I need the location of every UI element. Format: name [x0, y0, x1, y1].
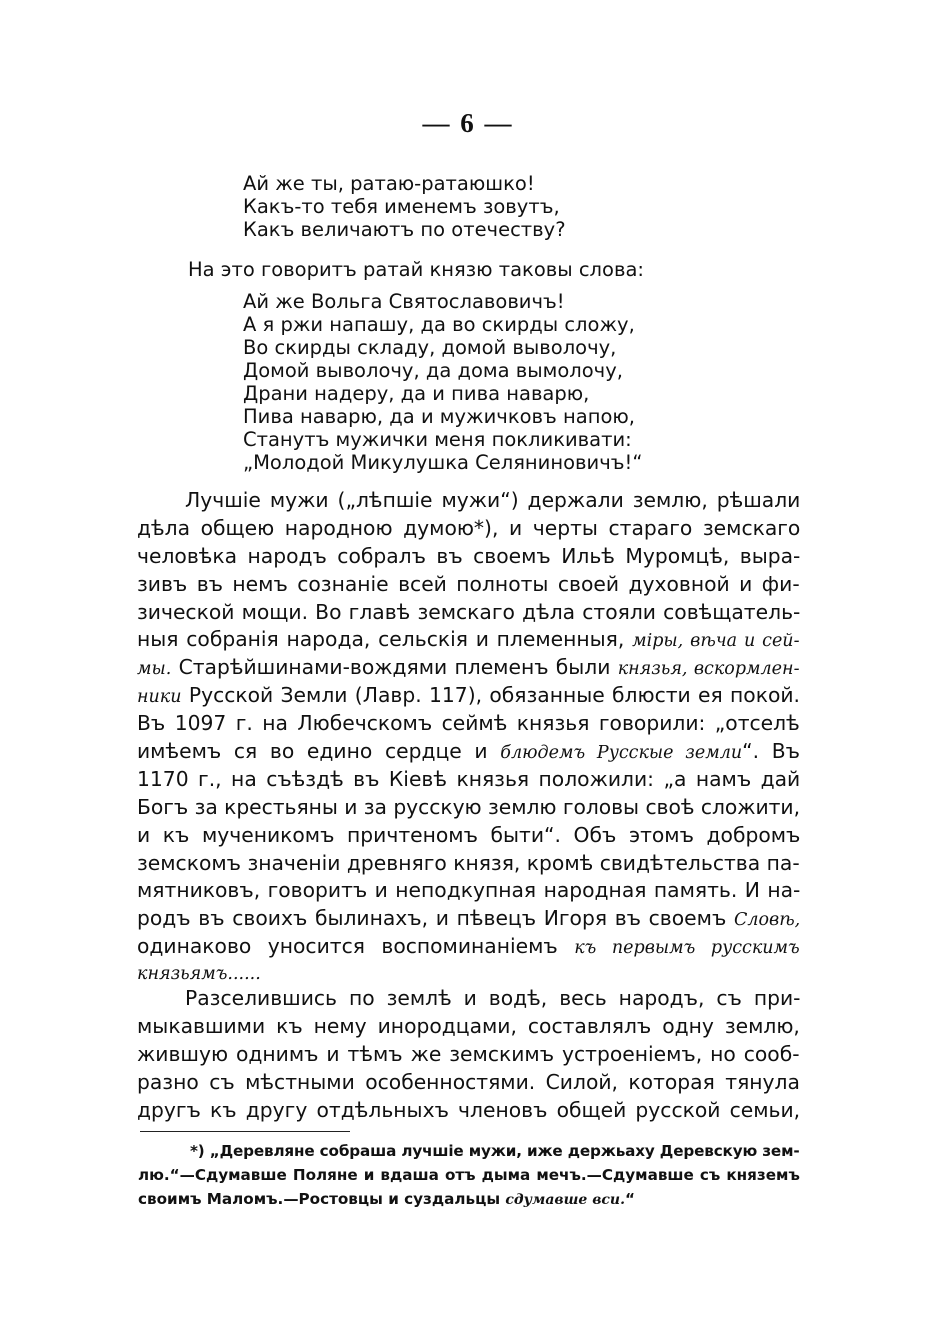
text-line [137, 738, 800, 766]
verse-line: „Молодой Микулушка Селяниновичъ!“ [243, 451, 643, 474]
verse-line: Домой выволочу, да дома вымолочу, [243, 359, 623, 382]
text-segment: родъ въ своихъ былинахъ, и пѣвецъ Игоря въ своемъ [137, 906, 727, 931]
footnote-line: лю.“—Сдумавше Поляне и вдаша отъ дыма мечъ.—Сдумавше съ княземъ [138, 1166, 800, 1184]
italic-segment: мы. [137, 659, 172, 680]
text-line: зической мощи. Во главѣ земскаго дѣла стояли совѣщатель- [137, 599, 801, 624]
text-segment: “ [624, 1190, 635, 1208]
italic-segment: къ первымъ русскимъ [574, 938, 800, 959]
verse-line: Драни надеру, да и пива наварю, [243, 382, 590, 405]
text-segment: Русской Земли (Лавр. 117), обязанные блюсти ея покой. [188, 683, 801, 708]
verse-stanza-1 [243, 172, 566, 241]
verse-line: Какъ величаютъ по отечеству? [243, 218, 566, 241]
text-segment: одинаково уносится воспоминаніемъ [137, 934, 558, 959]
footnote [138, 1139, 800, 1212]
text-line: Въ 1097 г. на Любечскомъ сеймѣ князья говорили: „отселѣ [137, 711, 800, 736]
footnote-line: *) „Деревляне собраша лучшіе мужи, иже держьаху Деревскую зем- [190, 1142, 800, 1160]
text-line [137, 905, 800, 933]
text-line: и къ мученикомъ причтеномъ быти“. Объ этомъ добромъ [137, 822, 801, 847]
italic-segment: князья, вскормлен- [617, 659, 800, 680]
verse-line: Какъ-то тебя именемъ зовутъ, [243, 195, 560, 218]
text-segment: имѣемъ ся во едино сердце и [137, 739, 488, 764]
verse-line: Во скирды складу, домой выволочу, [243, 336, 617, 359]
italic-segment: Словѣ, [733, 910, 801, 931]
italic-segment: міры, вѣча и сей- [632, 631, 800, 652]
text-line [137, 933, 800, 961]
text-line: зивъ въ немъ сознаніе всей полноты своей духовной и фи- [137, 571, 800, 596]
footnote-divider [140, 1131, 350, 1132]
page-number: — 6 — [422, 108, 514, 138]
text-line: Богъ за крестьяны и за русскую землю головы своѣ сложити, [137, 794, 800, 819]
text-line: Разселившись по землѣ и водѣ, весь народъ, съ при- [185, 986, 801, 1010]
italic-segment: сдумавше вси. [505, 1192, 625, 1208]
italic-segment: князьямъ...... [137, 964, 261, 985]
verse-line: Пива наварю, да и мужичковъ напою, [243, 405, 635, 428]
paragraph-2 [137, 985, 800, 1124]
text-line: жившую однимъ и тѣмъ же земскимъ устроеніемъ, но сооб- [137, 1041, 800, 1066]
text-line: другъ къ другу отдѣльныхъ членовъ общей русской семьи, [137, 1097, 801, 1122]
verse-line: А я ржи напашу, да во скирды сложу, [243, 313, 635, 336]
text-line: разно съ мѣстными особенностями. Силой, которая тянула [137, 1069, 800, 1094]
text-segment: “. Въ [742, 739, 801, 764]
text-line: Лучшіе мужи („лѣпшіе мужи“) держали землю, рѣшали [185, 488, 801, 512]
text-line [137, 682, 800, 710]
text-line: дѣла общею народною думою*), и черты стараго земскаго [137, 515, 801, 540]
text-segment: Старѣйшинами-вождями племенъ были [178, 655, 611, 680]
text-line: человѣка народъ собралъ въ своемъ Ильѣ Муромцѣ, выра- [137, 543, 801, 568]
text-segment: своимъ Маломъ.—Ростовцы и суздальцы [138, 1190, 501, 1208]
italic-segment: блюдемъ Русскые земли [500, 743, 743, 764]
verse-line: Ай же Вольга Святославовичъ! [243, 290, 565, 313]
text-segment: ныя собранія народа, сельскія и племенныя, [137, 627, 625, 652]
text-line [137, 626, 799, 654]
intro-line: На это говоритъ ратай князю таковы слова: [188, 258, 644, 281]
footnote-line [138, 1187, 635, 1212]
verse-stanza-2 [243, 290, 642, 474]
italic-segment: ники [137, 687, 182, 708]
verse-line: Станутъ мужички меня покликивати: [243, 428, 632, 451]
paragraph-1 [137, 487, 800, 989]
text-line [137, 654, 799, 682]
text-line: земскомъ значеніи древняго князя, кромѣ свидѣтельства па- [137, 850, 800, 875]
text-line: 1170 г., на съѣздѣ въ Кіевѣ князья положили: „а намъ дай [137, 766, 801, 791]
text-line: мыкавшими къ нему инородцами, составлялъ одну землю, [137, 1013, 800, 1038]
verse-line: Ай же ты, ратаю-ратаюшко! [243, 172, 535, 195]
text-line: мятниковъ, говоритъ и неподкупная народная память. И на- [137, 878, 801, 903]
